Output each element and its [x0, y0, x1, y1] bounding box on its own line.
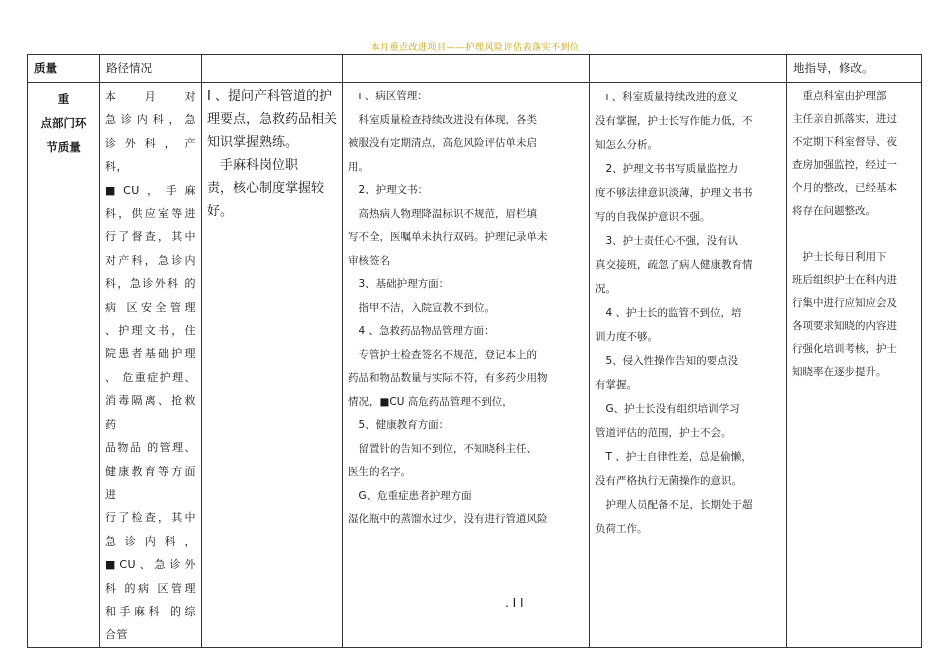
causes-line: T 、护士自律性差，总是偷懒，: [595, 451, 752, 463]
header-cell-4: [343, 55, 590, 83]
causes-line: 有掌握。: [595, 379, 637, 391]
header-cell-6: [787, 55, 922, 83]
header-col6-label: 地指导，修改。: [793, 61, 874, 75]
problems-line: 留置针的告知不到位，不知晓科主任、: [348, 442, 537, 455]
cell-category: [28, 83, 100, 648]
inspection-line: 诊外科，产: [105, 136, 196, 150]
problems-line: 情况，■CU 高危药品管理不到位，: [348, 395, 513, 408]
problems-line: 科室质量检查持续改进没有体现，各类: [348, 113, 537, 126]
strengths-text: [202, 83, 342, 223]
header-col3-label: [202, 55, 342, 60]
problems-line: 湿化瓶中的蒸馏水过少，没有进行管道风险: [348, 513, 548, 525]
causes-line: 况。: [595, 283, 616, 295]
inspection-line: 科，供应室等进: [105, 207, 196, 221]
causes-line: 真交接班，疏忽了病人健康教育情: [595, 259, 753, 271]
measures-line: 护士长每日利用下: [792, 251, 887, 263]
problems-line: 高热病人物理降温标识不规范，眉栏填: [348, 207, 537, 220]
causes-line: 没有掌握，护士长写作能力低，不: [595, 115, 753, 127]
category-line: 点部门环: [40, 116, 87, 130]
measures-line: [792, 223, 916, 246]
inspection-line: ■CU，手麻: [105, 183, 196, 197]
inspection-line: 健康教育等方面进: [105, 464, 196, 501]
measures-line: 知晓率在逐步提升。: [792, 366, 887, 378]
table-row: [28, 83, 922, 648]
category-line: 节质量: [46, 140, 81, 154]
quality-table: [27, 54, 922, 648]
inspection-line: 、 危重症护理、: [105, 370, 196, 384]
table-header-row: [28, 55, 922, 83]
document-title: 本月重点改进项目——护理风险评估表落实不到位: [370, 43, 580, 53]
measures-line: 不定期下科室督导、夜: [792, 136, 897, 148]
inspection-line: 科，急诊外科 的: [105, 277, 196, 291]
inspection-line: 行了督查，其中: [105, 230, 196, 244]
cell-measures: [787, 83, 922, 648]
strengths-line: 知识掌握熟练。: [207, 135, 299, 150]
inspection-line: 院患者基础护理: [105, 347, 196, 361]
problems-line: 用。: [348, 160, 369, 173]
header-cell-5: [590, 55, 787, 83]
causes-line: ı 、科室质量持续改进的意义: [595, 91, 738, 103]
header-quality-label: 质量: [34, 61, 57, 75]
causes-line: 知怎么分析。: [595, 139, 658, 151]
problems-text: [343, 83, 589, 532]
problems-line: 指甲不洁，入院宣教不到位。: [348, 301, 495, 314]
problems-line: 写不全，医嘱单未执行双码。护理记录单未: [348, 231, 548, 243]
causes-line: 写的自我保护意识不强。: [595, 211, 711, 223]
strengths-line: 手麻科岗位职: [207, 158, 299, 173]
cell-causes: [590, 83, 787, 648]
problems-line: 5、健康教育方面：: [348, 419, 450, 431]
header-path-label: 路径情况: [106, 61, 152, 75]
cell-inspection: [100, 83, 202, 648]
problems-line: 药品和物品数量与实际不符，有多药少用物: [348, 372, 548, 384]
problems-line: 专管护士检查签名不规范，登记本上的: [348, 348, 537, 361]
causes-line: 管道评估的范围，护士不会。: [595, 427, 732, 439]
causes-line: 负荷工作。: [595, 523, 648, 535]
strengths-line: 好。: [207, 204, 234, 219]
inspection-line: 科 的病 区管理: [105, 581, 196, 595]
measures-line: 各项要求知晓的内容进: [792, 320, 897, 332]
measures-line: 重点科室由护理部: [792, 90, 887, 102]
header-cell-quality: [28, 55, 100, 83]
header-col5-label: [590, 55, 786, 60]
causes-text: [590, 83, 786, 541]
causes-line: 2、护理文书书写质量监控力: [595, 163, 739, 175]
measures-line: 个月的整改，已经基本: [792, 182, 897, 194]
problems-line: 审核签名: [348, 254, 390, 267]
inspection-line: 、护理文书，住: [105, 324, 196, 338]
inspection-line: 对产科，急诊内: [105, 253, 196, 267]
causes-line: 5、侵入性操作告知的要点没: [595, 355, 739, 367]
causes-line: 度不够法律意识淡薄，护理文书书: [595, 187, 753, 199]
problems-line: 被服没有定期清点，高危风险评估单未启: [348, 137, 537, 149]
inspection-line: 和手麻科 的综: [105, 604, 196, 618]
header-col4-label: [343, 55, 589, 60]
cell-strengths: [202, 83, 343, 648]
header-cell-path: [100, 55, 202, 83]
causes-line: 4 、护士长的监管不到位，培: [595, 307, 742, 319]
problems-line: G、危重症患者护理方面: [348, 489, 472, 502]
inspection-line: 品物品 的管理、: [105, 441, 196, 455]
cell-problems: [343, 83, 590, 648]
strengths-line: 理要点，急救药品相关: [207, 112, 338, 127]
problems-line: ı 、病区管理：: [348, 90, 428, 102]
causes-line: 训力度不够。: [595, 331, 658, 343]
inspection-line: 行了检查，其中: [105, 511, 196, 525]
inspection-line: 急诊内科，急: [105, 113, 196, 127]
problems-line: 3、基础护理方面：: [348, 278, 450, 290]
category-text: [28, 83, 99, 159]
measures-line: 行集中进行应知应会及: [792, 297, 897, 309]
inspection-line: 科，: [105, 160, 128, 174]
measures-line: 将存在问题整改。: [792, 205, 876, 217]
inspection-line: 合管: [105, 628, 128, 642]
problems-line: 4 、急救药品物品管理方面：: [348, 325, 495, 337]
problems-line: 2、护理文书：: [348, 184, 429, 196]
category-line: 重: [57, 92, 70, 106]
inspection-text: [100, 83, 201, 647]
causes-line: 护理人员配备不足，长期处于超: [595, 499, 753, 511]
problems-line: 医生的名字。: [348, 466, 411, 478]
inspection-line: 急诊内科，: [105, 534, 196, 548]
measures-line: 主任亲自抓落实，进过: [792, 113, 897, 125]
header-cell-3: [202, 55, 343, 83]
measures-line: 查房加强监控，经过一: [792, 159, 897, 171]
strengths-line: 责，核心制度掌握较: [207, 181, 325, 196]
causes-line: 3、护士责任心不强，没有认: [595, 235, 739, 247]
causes-line: 没有严格执行无菌操作的意识。: [595, 475, 742, 487]
strengths-line: I 、提问产科管道的护: [207, 89, 332, 104]
measures-line: 行强化培训考核，护士: [792, 343, 897, 355]
measures-text: [787, 83, 921, 384]
inspection-line: ■CU、急诊外: [105, 558, 196, 572]
inspection-line: 病 区安全管理: [105, 300, 196, 314]
page-number: . I I: [505, 596, 524, 610]
causes-line: G、护士长没有组织培训学习: [595, 403, 740, 415]
measures-line: 班后组织护士在科内进: [792, 274, 897, 286]
inspection-line: 消毒隔离、抢救药: [105, 394, 196, 431]
inspection-line: 本 月 对: [105, 90, 196, 103]
